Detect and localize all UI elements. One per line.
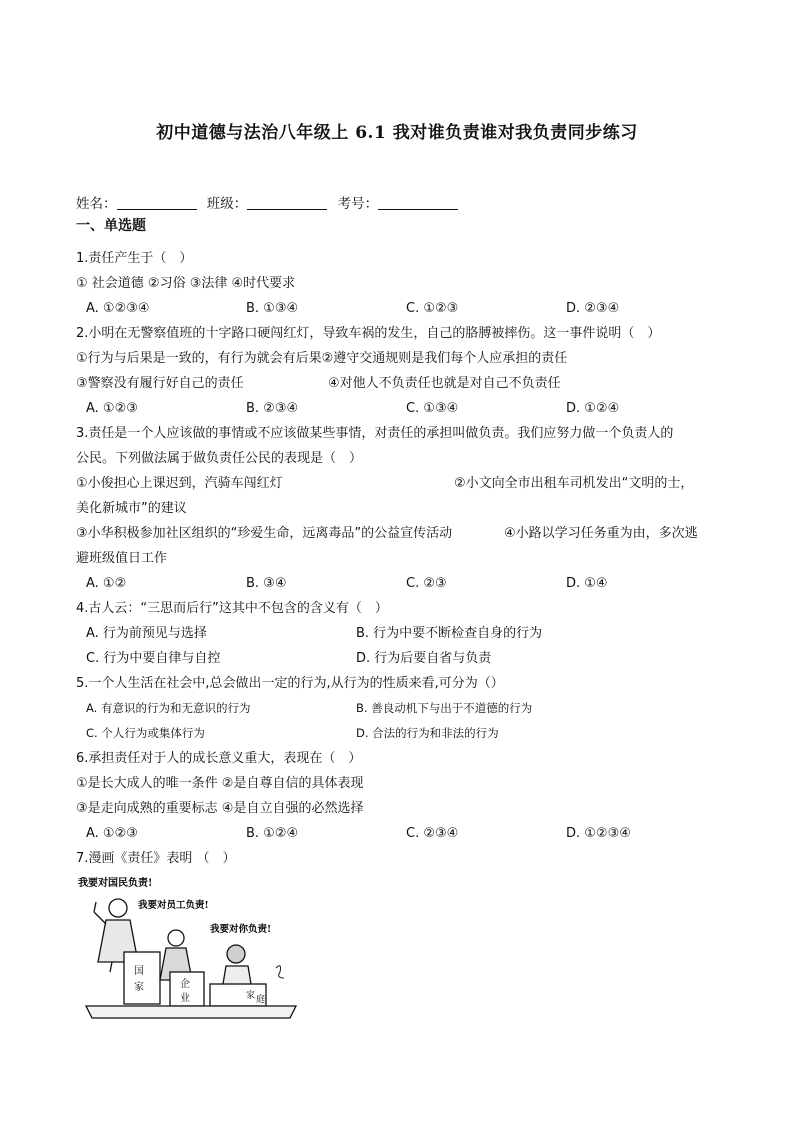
family-figure-icon bbox=[222, 945, 252, 990]
option-b[interactable]: B. ②③④ bbox=[246, 401, 299, 416]
number-label: 考号： bbox=[337, 196, 379, 212]
q1-stem: 1.责任产生于（ ） bbox=[76, 251, 193, 266]
q2-item4: ④对他人不负责任也就是对自己不负责任 bbox=[328, 376, 561, 391]
responsibility-cartoon bbox=[76, 872, 316, 1027]
option-c[interactable]: C. 个人行为或集体行为 bbox=[86, 726, 205, 740]
podium-label-jia2: 家 bbox=[246, 991, 256, 1001]
q3-stem-2: 公民。下列做法属于做负责任公民的表现是（ ） bbox=[76, 451, 363, 466]
name-blank[interactable] bbox=[117, 195, 197, 210]
option-b[interactable]: B. ①③④ bbox=[246, 301, 299, 316]
q5-options-row1 bbox=[76, 696, 726, 721]
q3-stem-1: 3.责任是一个人应该做的事情或不应该做某些事情，对责任的承担叫做负责。我们应努力做一个负责人的 bbox=[76, 426, 674, 441]
option-c[interactable]: C. ①③④ bbox=[406, 401, 459, 416]
option-a[interactable]: A. ①② bbox=[86, 576, 127, 591]
option-c[interactable]: C. 行为中要自律与自控 bbox=[86, 651, 221, 666]
podium-label-guo: 国 bbox=[134, 966, 144, 977]
student-info bbox=[76, 192, 464, 212]
q3-options bbox=[76, 571, 726, 596]
q4-options-row2 bbox=[76, 646, 726, 671]
q3-item3: ③小华积极参加社区组织的“珍爱生命，远离毒品”的公益宣传活动 bbox=[76, 526, 453, 541]
section-heading: 一、单选题 bbox=[76, 218, 146, 234]
option-b[interactable]: B. ③④ bbox=[246, 576, 287, 591]
q3-item1: ①小俊担心上课迟到，汽骑车闯红灯 bbox=[76, 476, 283, 491]
q5-options-row2 bbox=[76, 721, 726, 746]
option-b[interactable]: B. ①②④ bbox=[246, 826, 299, 841]
option-b[interactable]: B. 善良动机下与出于不道德的行为 bbox=[356, 701, 533, 715]
podium-label-ye: 业 bbox=[180, 993, 190, 1004]
enterprise-podium-icon bbox=[170, 972, 204, 1006]
class-label: 班级： bbox=[206, 196, 248, 212]
option-c[interactable]: C. ②③④ bbox=[406, 826, 459, 841]
q5-stem: 5.一个人生活在社会中,总会做出一定的行为,从行为的性质来看,可分为（） bbox=[76, 676, 504, 691]
q6-stem: 6.承担责任对于人的成长意义重大，表现在（ ） bbox=[76, 751, 362, 766]
option-a[interactable]: A. 行为前预见与选择 bbox=[86, 626, 207, 641]
name-label: 姓名： bbox=[76, 196, 117, 212]
cartoon-caption-enterprise: 我要对员工负责! bbox=[138, 900, 209, 911]
family-podium-icon bbox=[210, 984, 266, 1006]
option-a[interactable]: A. ①②③ bbox=[86, 401, 138, 416]
nation-podium-icon bbox=[124, 952, 160, 1004]
q3-line4: 避班级值日工作 bbox=[76, 551, 168, 566]
q7-stem: 7.漫画《责任》表明 （ ） bbox=[76, 851, 236, 866]
option-d[interactable]: D. ②③④ bbox=[566, 301, 620, 316]
cartoon-caption-family: 我要对你负责! bbox=[210, 924, 272, 935]
questions bbox=[76, 246, 726, 871]
option-a[interactable]: A. ①②③④ bbox=[86, 301, 150, 316]
podium-label-ting: 庭 bbox=[256, 995, 266, 1005]
q2-line1: ①行为与后果是一致的，有行为就会有后果②遵守交通规则是我们每个人应承担的责任 bbox=[76, 351, 568, 366]
q2-options bbox=[76, 396, 726, 421]
q3-item4: ④小路以学习任务重为由，多次逃 bbox=[504, 526, 698, 541]
q1-items: ① 社会道德 ②习俗 ③法律 ④时代要求 bbox=[76, 276, 296, 291]
cartoon-base bbox=[86, 1006, 296, 1018]
podium-label-qi: 企 bbox=[180, 979, 190, 990]
option-d[interactable]: D. ①②④ bbox=[566, 401, 620, 416]
q6-line1: ①是长大成人的唯一条件 ②是自尊自信的具体表现 bbox=[76, 776, 364, 791]
podium-label-jia: 家 bbox=[134, 982, 144, 993]
option-b[interactable]: B. 行为中要不断检查自身的行为 bbox=[356, 626, 543, 641]
q2-line2 bbox=[76, 371, 726, 396]
q3-line3 bbox=[76, 521, 726, 546]
option-d[interactable]: D. 合法的行为和非法的行为 bbox=[356, 726, 499, 740]
q4-options-row1 bbox=[76, 621, 726, 646]
option-c[interactable]: C. ②③ bbox=[406, 576, 447, 591]
option-c[interactable]: C. ①②③ bbox=[406, 301, 459, 316]
option-d[interactable]: D. ①④ bbox=[566, 576, 608, 591]
q6-options bbox=[76, 821, 726, 846]
q2-stem: 2.小明在无警察值班的十字路口硬闯红灯，导致车祸的发生，自己的胳膊被摔伤。这一事件说明（ ） bbox=[76, 326, 661, 341]
number-blank[interactable] bbox=[378, 195, 458, 210]
cartoon-caption-nation: 我要对国民负责! bbox=[78, 878, 153, 889]
option-a[interactable]: A. 有意识的行为和无意识的行为 bbox=[86, 701, 251, 715]
q1-options bbox=[76, 296, 726, 321]
q2-item3: ③警察没有履行好自己的责任 bbox=[76, 376, 244, 391]
q4-stem: 4.古人云：“三思而后行”这其中不包含的含义有（ ） bbox=[76, 601, 388, 616]
q3-line2: 美化新城市”的建议 bbox=[76, 501, 187, 516]
q3-line1 bbox=[76, 471, 726, 496]
page-title: 初中道德与法治八年级上 6.1 我对谁负责谁对我负责同步练习 bbox=[156, 123, 638, 143]
option-d[interactable]: D. 行为后要自省与负责 bbox=[356, 651, 492, 666]
class-blank[interactable] bbox=[247, 195, 327, 210]
option-d[interactable]: D. ①②③④ bbox=[566, 826, 631, 841]
q3-item2: ②小文向全市出租车司机发出“文明的士， bbox=[454, 476, 694, 491]
option-a[interactable]: A. ①②③ bbox=[86, 826, 138, 841]
q6-line2: ③是走向成熟的重要标志 ④是自立自强的必然选择 bbox=[76, 801, 364, 816]
child-scribble-icon bbox=[276, 966, 284, 978]
